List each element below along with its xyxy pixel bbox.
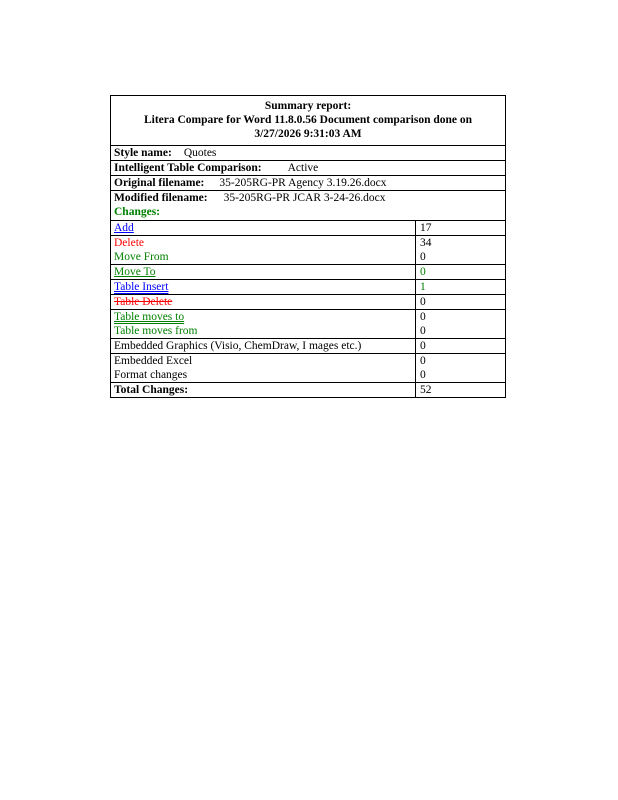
embedded-graphics-label: Embedded Graphics (Visio, ChemDraw, I mages etc.) bbox=[114, 340, 362, 352]
intelligent-table-comparison-label: Intelligent Table Comparison: bbox=[114, 162, 262, 174]
change-row-table-moves bbox=[111, 310, 505, 339]
report-title-line-2: Litera Compare for Word 11.8.0.56 Document comparison done on bbox=[143, 114, 473, 126]
table-insert-label: Table Insert bbox=[114, 281, 169, 293]
total-changes-count: 52 bbox=[420, 384, 432, 396]
table-moves-from-count: 0 bbox=[420, 325, 426, 337]
change-row-move-to bbox=[111, 265, 505, 280]
delete-count: 34 bbox=[420, 237, 432, 249]
intelligent-table-comparison-value: Active bbox=[287, 162, 319, 174]
move-to-count: 0 bbox=[420, 266, 426, 278]
change-row-embedded-graphics bbox=[111, 339, 505, 354]
table-delete-label: Table Delete bbox=[114, 296, 173, 308]
change-row-delete-movefrom bbox=[111, 236, 505, 265]
original-filename-label: Original filename: bbox=[114, 177, 205, 189]
report-title-block bbox=[111, 96, 505, 146]
delete-label: Delete bbox=[114, 237, 145, 249]
total-changes-row bbox=[111, 383, 505, 397]
change-row-table-insert bbox=[111, 280, 505, 295]
changes-heading: Changes: bbox=[114, 206, 161, 218]
info-row-modified-filename bbox=[111, 191, 505, 221]
total-changes-label: Total Changes: bbox=[114, 384, 189, 396]
style-name-value: Quotes bbox=[183, 147, 217, 159]
move-to-label: Move To bbox=[114, 266, 156, 278]
embedded-excel-label: Embedded Excel bbox=[114, 355, 193, 367]
summary-report-table bbox=[110, 95, 506, 398]
modified-filename-label: Modified filename: bbox=[114, 192, 208, 204]
modified-filename-line bbox=[114, 191, 505, 205]
change-row-add bbox=[111, 221, 505, 236]
embedded-graphics-count: 0 bbox=[420, 340, 426, 352]
original-filename-value: 35-205RG-PR Agency 3.19.26.docx bbox=[219, 177, 387, 189]
table-moves-to-count: 0 bbox=[420, 311, 426, 323]
table-delete-count: 0 bbox=[420, 296, 426, 308]
add-count: 17 bbox=[420, 222, 432, 234]
modified-filename-value: 35-205RG-PR JCAR 3-24-26.docx bbox=[223, 192, 386, 204]
add-label: Add bbox=[114, 222, 134, 234]
move-from-count: 0 bbox=[420, 251, 426, 263]
change-row-table-delete bbox=[111, 295, 505, 310]
format-changes-label: Format changes bbox=[114, 369, 188, 381]
change-row-embedded-excel-format bbox=[111, 354, 505, 383]
style-name-label: Style name: bbox=[114, 147, 172, 159]
report-title-line-3: 3/27/2026 9:31:03 AM bbox=[254, 128, 362, 140]
info-row-style-name bbox=[111, 146, 505, 161]
table-moves-from-label: Table moves from bbox=[114, 325, 198, 337]
table-moves-to-label: Table moves to bbox=[114, 311, 185, 323]
info-row-original-filename bbox=[111, 176, 505, 191]
embedded-excel-count: 0 bbox=[420, 355, 426, 367]
report-title-line-1: Summary report: bbox=[264, 100, 352, 112]
format-changes-count: 0 bbox=[420, 369, 426, 381]
move-from-label: Move From bbox=[114, 251, 169, 263]
table-insert-count: 1 bbox=[420, 281, 426, 293]
info-row-intelligent-table-comparison bbox=[111, 161, 505, 176]
